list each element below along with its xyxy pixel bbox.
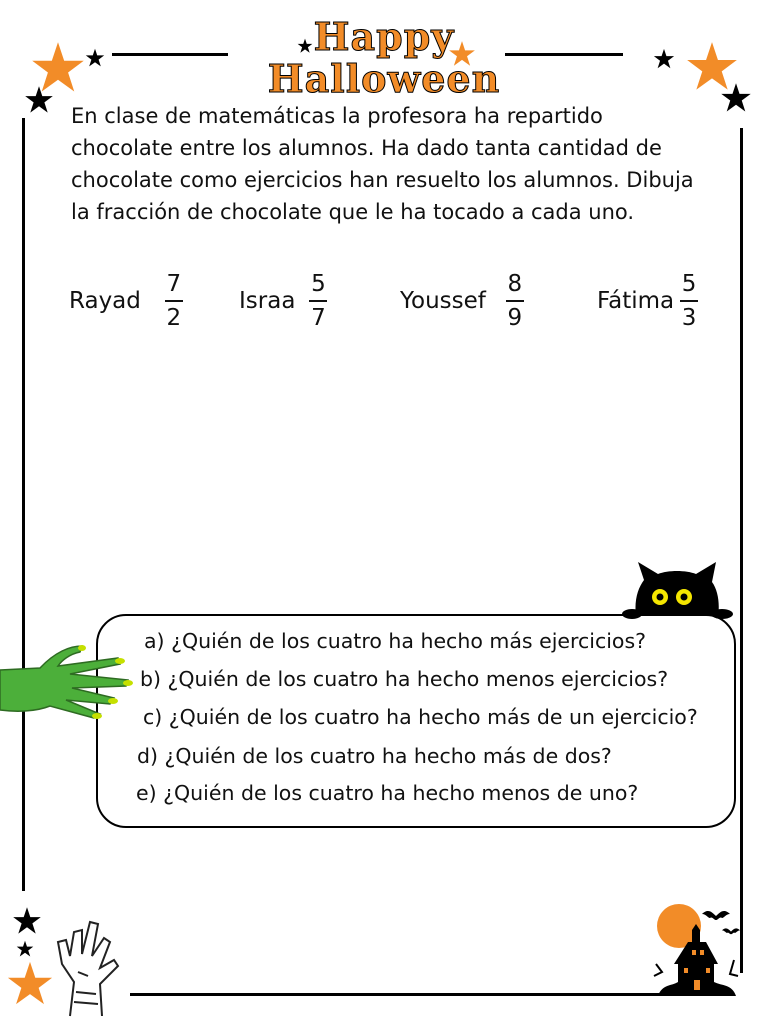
- question-a: a) ¿Quién de los cuatro ha hecho más ejercicios?: [144, 629, 647, 653]
- fraction: [680, 270, 698, 332]
- witch-hand-icon: [0, 640, 136, 730]
- fraction-bar: [309, 300, 327, 302]
- student-fraction: [400, 270, 524, 332]
- frame-right-line: [740, 128, 743, 973]
- fraction: [165, 270, 183, 332]
- star-icon: [6, 960, 54, 1008]
- zombie-hand-icon: [52, 912, 122, 1020]
- fraction-denominator: 3: [681, 305, 697, 331]
- student-name: Israa: [239, 288, 296, 314]
- star-icon: [24, 85, 54, 115]
- question-c: c) ¿Quién de los cuatro ha hecho más de un ejercicio?: [143, 705, 698, 729]
- fraction-bar: [680, 300, 698, 302]
- student-name: Youssef: [400, 288, 486, 314]
- fraction-denominator: 9: [507, 305, 523, 331]
- title-happy: Happy: [313, 14, 455, 59]
- fraction-denominator: 2: [166, 305, 182, 331]
- question-e: e) ¿Quién de los cuatro ha hecho menos de uno?: [136, 781, 639, 805]
- fraction-numerator: 5: [681, 271, 697, 297]
- black-cat-icon: [622, 560, 734, 620]
- student-name: Rayad: [69, 288, 141, 314]
- frame-bottom-line: [130, 993, 662, 996]
- fraction-denominator: 7: [311, 305, 326, 331]
- title-halloween: Halloween: [267, 56, 501, 101]
- star-icon: [85, 48, 105, 68]
- star-icon: [12, 906, 42, 936]
- student-fraction: [239, 270, 327, 332]
- question-b: b) ¿Quién de los cuatro ha hecho menos ejercicios?: [140, 667, 669, 691]
- intro-paragraph: En clase de matemáticas la profesora ha repartido chocolate entre los alumnos. Ha dado tanta cantidad de chocolate como ejercicios han resuelto los alumnos. Dibuja la fracción de chocolate que le ha tocado a cada uno.: [71, 104, 694, 224]
- bat-icon: [702, 908, 730, 922]
- haunted-house-icon: [652, 924, 740, 996]
- question-d: d) ¿Quién de los cuatro ha hecho más de dos?: [137, 744, 612, 768]
- fraction-numerator: 5: [311, 271, 326, 297]
- star-icon: [720, 82, 752, 114]
- star-icon: [448, 40, 476, 68]
- student-fraction: [69, 270, 183, 332]
- fraction: [309, 270, 327, 332]
- fraction-bar: [165, 300, 183, 302]
- frame-left-line: [22, 118, 25, 891]
- star-icon: [16, 940, 34, 958]
- student-fraction: [597, 270, 698, 332]
- student-name: Fátima: [597, 288, 675, 314]
- star-icon: [297, 38, 313, 54]
- fraction-numerator: 8: [507, 271, 523, 297]
- fraction-bar: [506, 300, 524, 302]
- fraction-numerator: 7: [166, 271, 182, 297]
- star-icon: [653, 48, 675, 70]
- fraction: [506, 270, 524, 332]
